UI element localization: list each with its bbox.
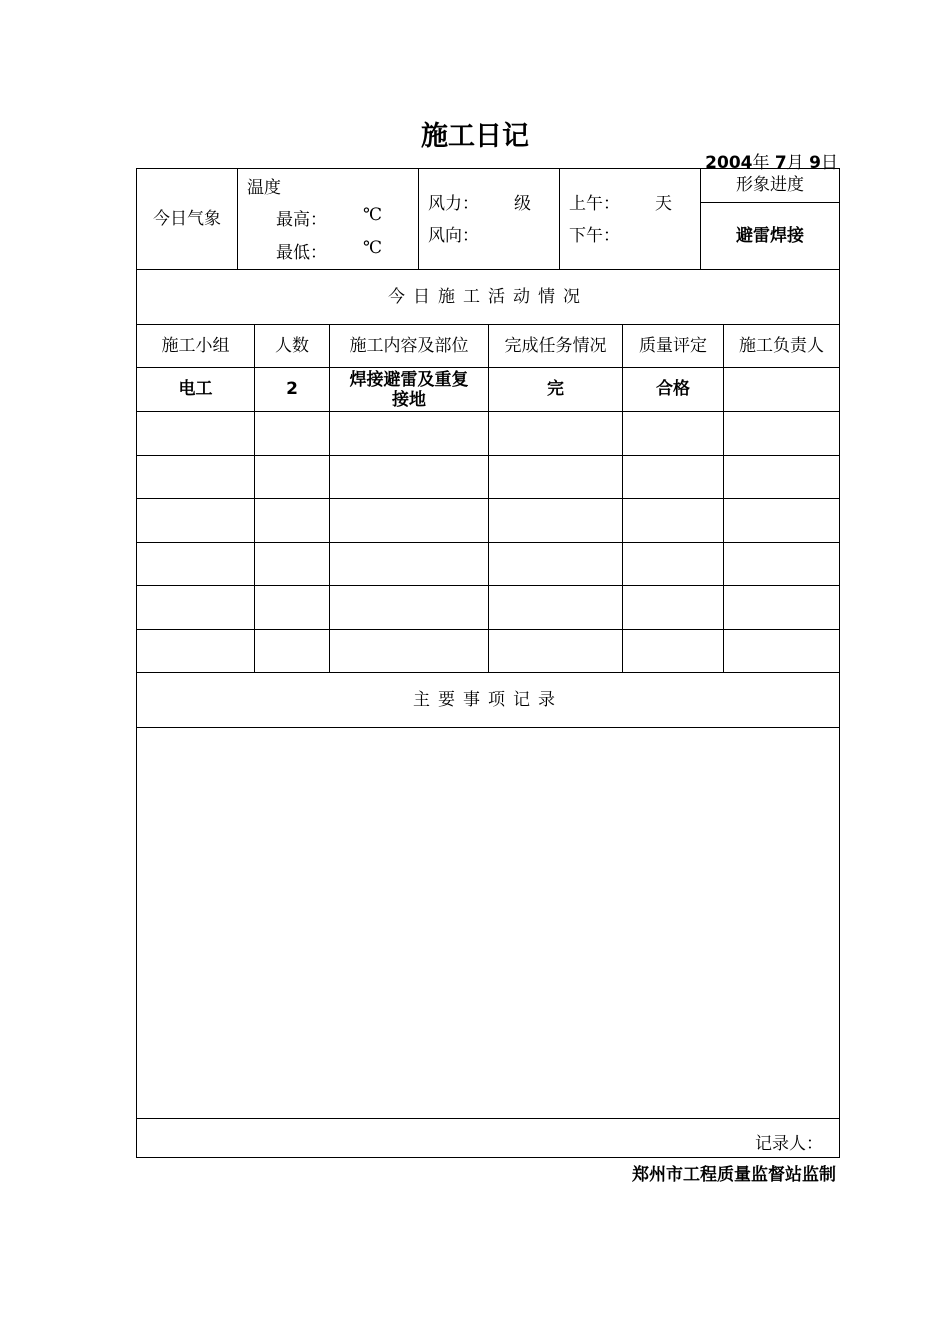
low-temp-unit: ℃ bbox=[363, 238, 383, 258]
high-temp-unit: ℃ bbox=[363, 205, 383, 225]
diary-form bbox=[136, 168, 840, 1158]
row1-leader bbox=[724, 368, 839, 411]
date-month-unit: 月 bbox=[786, 153, 804, 173]
date-day-unit: 日 bbox=[821, 153, 838, 173]
am-weather-label: 上午： bbox=[569, 194, 620, 214]
am-weather-value: 天 bbox=[655, 194, 672, 214]
row1-completion: 完 bbox=[547, 379, 564, 400]
date-day: 9 bbox=[809, 153, 821, 173]
pm-weather-label: 下午： bbox=[569, 226, 620, 246]
row1-count: 2 bbox=[286, 379, 298, 400]
issuer-footer: 郑州市工程质量监督站监制 bbox=[632, 1165, 836, 1185]
activities-section-title: 今日施工活动情况 bbox=[388, 286, 588, 307]
date-year: 2004 bbox=[705, 153, 753, 173]
date-month: 7 bbox=[774, 153, 787, 173]
row1-content bbox=[330, 368, 488, 411]
header-leader: 施工负责人 bbox=[739, 335, 824, 356]
date-year-unit: 年 bbox=[752, 153, 770, 173]
page-title: 施工日记 bbox=[421, 121, 529, 152]
progress-label: 形象进度 bbox=[736, 175, 804, 196]
row1-content-line2: 接地 bbox=[392, 389, 426, 410]
header-quality: 质量评定 bbox=[639, 335, 707, 356]
progress-value: 避雷焊接 bbox=[736, 225, 804, 246]
recorder-label: 记录人： bbox=[755, 1134, 823, 1154]
row1-content-line1: 焊接避雷及重复 bbox=[349, 369, 469, 390]
notes-section-title: 主要事项记录 bbox=[413, 689, 563, 710]
wind-force-unit: 级 bbox=[514, 194, 531, 214]
wind-force-label: 风力： bbox=[428, 194, 479, 214]
high-temp-label: 最高： bbox=[276, 210, 327, 230]
header-content: 施工内容及部位 bbox=[349, 335, 469, 356]
low-temp-label: 最低： bbox=[276, 243, 327, 263]
temperature-label: 温度 bbox=[247, 178, 281, 198]
header-count: 人数 bbox=[275, 335, 309, 356]
weather-label: 今日气象 bbox=[153, 208, 221, 229]
wind-direction-label: 风向： bbox=[428, 226, 479, 246]
notes-area bbox=[137, 728, 839, 1118]
header-completion: 完成任务情况 bbox=[504, 335, 607, 356]
row1-quality: 合格 bbox=[656, 379, 690, 400]
row1-group: 电工 bbox=[178, 379, 213, 400]
header-group: 施工小组 bbox=[161, 335, 230, 356]
